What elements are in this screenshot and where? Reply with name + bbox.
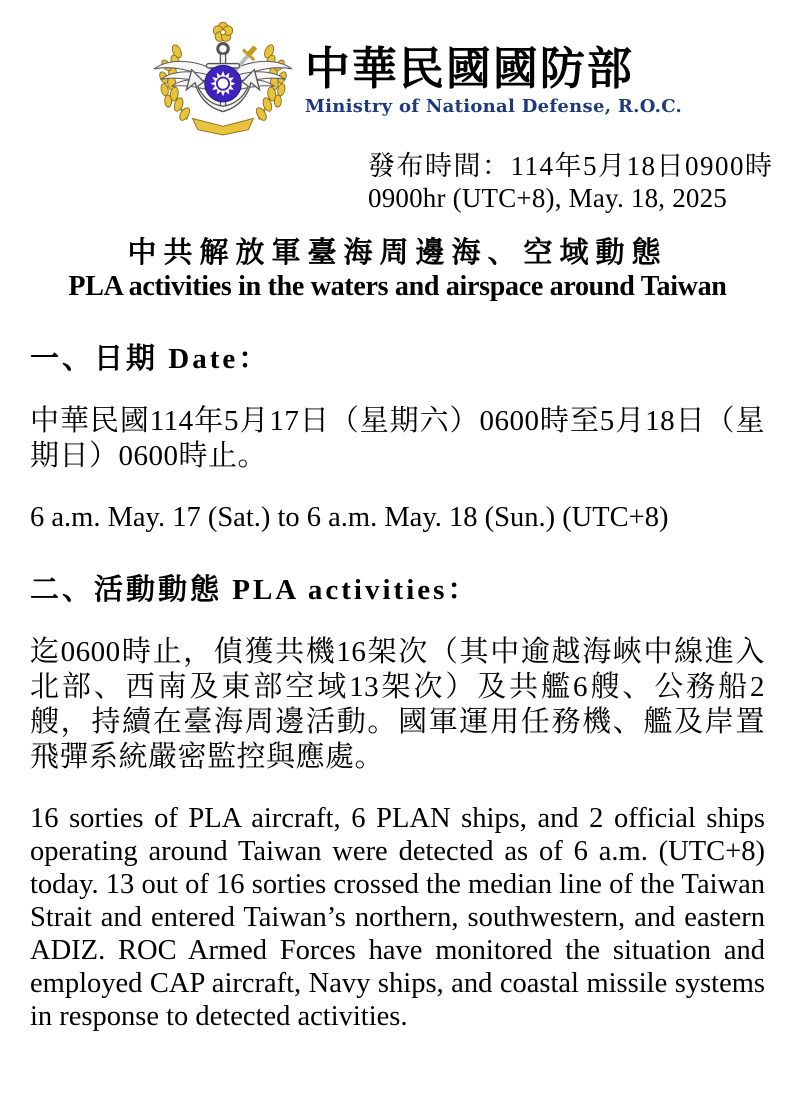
section-date-paragraph-zh: 中華民國114年5月17日（星期六）0600時至5月18日（星期日）0600時止。: [30, 404, 765, 472]
org-name-zh: 中華民國國防部: [304, 44, 634, 95]
section-date: [30, 336, 765, 534]
section-activities-heading: 二、活動動態 PLA activities：: [30, 573, 480, 606]
section-date-heading: 一、日期 Date：: [30, 342, 271, 375]
org-name-en: Ministry of National Defense, R.O.C.: [304, 95, 683, 117]
section-date-paragraph-en: 6 a.m. May. 17 (Sat.) to 6 a.m. May. 18 (Sun.) (UTC+8): [30, 501, 669, 533]
plum-blossom-icon: [213, 22, 233, 41]
document-title-zh: 中共解放軍臺海周邊海、空域動態: [127, 236, 668, 269]
ribbon: [192, 118, 253, 135]
document-title-en: PLA activities in the waters and airspace around Taiwan: [68, 271, 727, 303]
release-time-block: [368, 150, 774, 215]
mnd-emblem-icon: [149, 20, 297, 142]
org-names: [305, 45, 682, 117]
section-activities: [30, 567, 765, 1033]
document-title: [30, 237, 765, 303]
release-time-zh: 發布時間：114年5月18日0900時: [368, 151, 774, 181]
release-time-en: 0900hr (UTC+8), May. 18, 2025: [368, 183, 727, 214]
document-header: [66, 20, 765, 142]
section-activities-paragraph-zh: 迄0600時止，偵獲共機16架次（其中逾越海峽中線進入北部、西南及東部空域13架次）及共艦6艘、公務船2艘，持續在臺海周邊活動。國軍運用任務機、艦及岸置飛彈系統嚴密監控與應處。: [30, 635, 765, 773]
sun-disc-icon: [205, 65, 242, 102]
section-activities-paragraph-en: 16 sorties of PLA aircraft, 6 PLAN ships, and 2 official ships operating around Taiwan were detected as of 6 a.m. (UTC+8) today. 13 out of 16 sorties crossed the median line of the Taiwan Strait and entered Taiwan’s northern, southwestern, and eastern ADIZ. ROC Armed Forces have monitored the situation and employed CAP aircraft, Navy ships, and coastal missile systems in response to detected activities.: [30, 802, 765, 1032]
